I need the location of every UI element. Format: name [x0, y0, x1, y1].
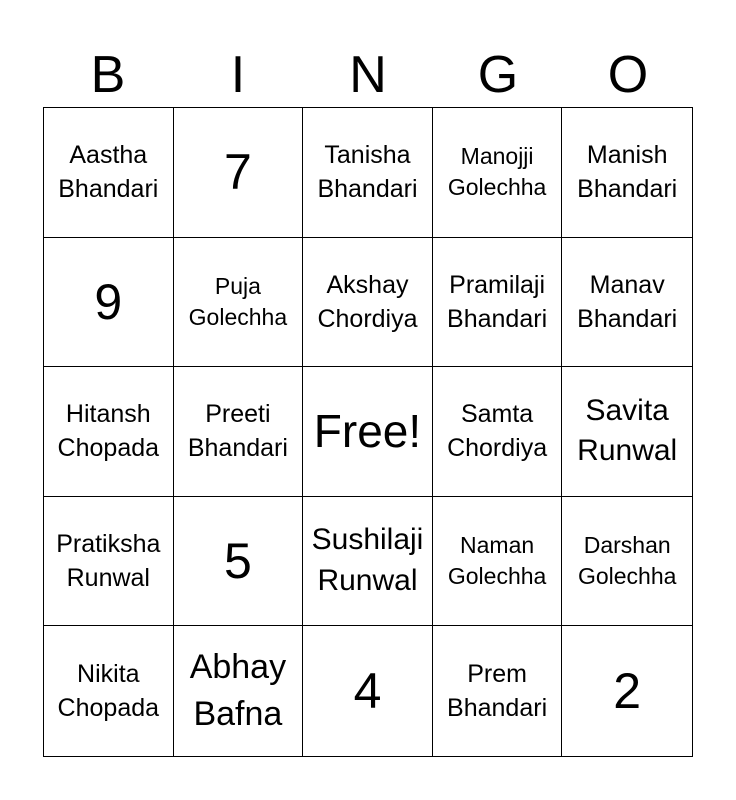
- bingo-cell-r1c4[interactable]: [433, 108, 563, 238]
- bingo-cell-label: Samta Chordiya: [447, 400, 548, 463]
- bingo-card: [43, 107, 693, 757]
- bingo-cell-label: 5: [223, 533, 252, 590]
- bingo-cell-r5c3[interactable]: [303, 626, 433, 756]
- bingo-cell-r3c1[interactable]: [44, 367, 174, 497]
- bingo-cell-r2c2[interactable]: [174, 238, 304, 368]
- bingo-cell-label: Aastha Bhandari: [58, 141, 159, 204]
- bingo-cell-label: 9: [94, 273, 123, 330]
- bingo-cell-r5c5[interactable]: [562, 626, 692, 756]
- bingo-cell-r3c5[interactable]: [562, 367, 692, 497]
- bingo-cell-r5c4[interactable]: [433, 626, 563, 756]
- bingo-cell-label: Pratiksha Runwal: [56, 530, 161, 593]
- header-letter-o: O: [607, 46, 649, 104]
- bingo-cell-label: Preeti Bhandari: [187, 400, 288, 463]
- bingo-header: [43, 44, 693, 106]
- bingo-cell-label: 2: [613, 663, 642, 720]
- bingo-cell-r1c5[interactable]: [562, 108, 692, 238]
- bingo-cell-label: Darshan Golechha: [577, 531, 677, 590]
- bingo-cell-r2c3[interactable]: [303, 238, 433, 368]
- bingo-cell-label: Pramilaji Bhandari: [447, 270, 548, 333]
- bingo-cell-label: Puja Golechha: [188, 272, 288, 330]
- bingo-cell-r3c2[interactable]: [174, 367, 304, 497]
- free-space-cell[interactable]: [303, 367, 433, 497]
- bingo-cell-r4c3[interactable]: [303, 497, 433, 627]
- bingo-cell-label: Naman Golechha: [447, 531, 547, 590]
- header-letter-g: G: [477, 46, 519, 104]
- bingo-cell-r2c4[interactable]: [433, 238, 563, 368]
- bingo-cell-r4c5[interactable]: [562, 497, 692, 627]
- bingo-cell-label: Abhay Bafna: [189, 647, 287, 734]
- bingo-cell-r4c1[interactable]: [44, 497, 174, 627]
- bingo-cell-label: 7: [223, 144, 252, 201]
- bingo-cell-r5c1[interactable]: [44, 626, 174, 756]
- bingo-cell-label: Tanisha Bhandari: [317, 141, 418, 204]
- bingo-cell-label: Manish Bhandari: [577, 141, 678, 204]
- bingo-cell-r4c4[interactable]: [433, 497, 563, 627]
- bingo-cell-label: Hitansh Chopada: [57, 400, 160, 463]
- bingo-cell-label: Akshay Chordiya: [317, 270, 418, 333]
- bingo-cell-label: Savita Runwal: [577, 393, 678, 468]
- bingo-cell-r2c5[interactable]: [562, 238, 692, 368]
- header-letter-b: B: [90, 46, 126, 104]
- bingo-cell-r4c2[interactable]: [174, 497, 304, 627]
- bingo-cell-r1c3[interactable]: [303, 108, 433, 238]
- bingo-cell-label: Free!: [313, 405, 422, 458]
- bingo-cell-label: Manav Bhandari: [577, 270, 678, 333]
- bingo-cell-r1c1[interactable]: [44, 108, 174, 238]
- bingo-cell-label: Sushilaji Runwal: [311, 523, 424, 598]
- bingo-cell-label: 4: [353, 663, 382, 720]
- bingo-cell-r5c2[interactable]: [174, 626, 304, 756]
- bingo-cell-r3c4[interactable]: [433, 367, 563, 497]
- header-letter-i: I: [230, 46, 246, 104]
- bingo-cell-r1c2[interactable]: [174, 108, 304, 238]
- bingo-cell-label: Nikita Chopada: [57, 660, 160, 723]
- bingo-cell-label: Manojji Golechha: [447, 143, 547, 201]
- header-letter-n: N: [349, 46, 387, 104]
- bingo-cell-r2c1[interactable]: [44, 238, 174, 368]
- bingo-cell-label: Prem Bhandari: [447, 660, 548, 723]
